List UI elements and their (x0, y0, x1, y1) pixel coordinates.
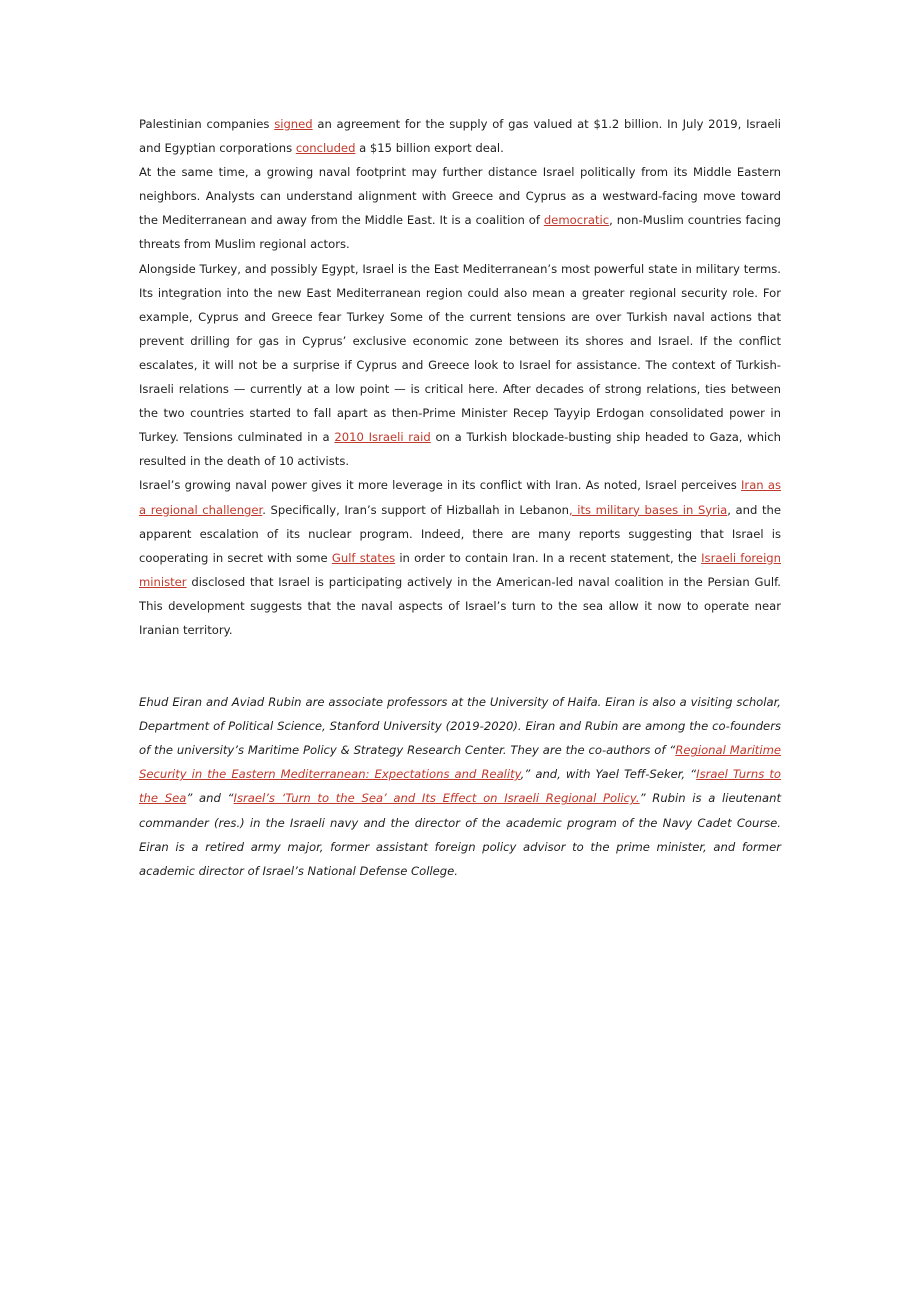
text-segment: in order to contain Iran. In a recent statement, the (395, 550, 702, 565)
text-segment: ” and “ (186, 791, 234, 806)
article-body (139, 112, 781, 883)
text-segment: Ehud Eiran and Aviad Rubin are associate professors at the University of Haifa. Eiran is also a visiting scholar, Department of Political Science, Stanford University (2019-2020). Eiran and Rubin are among the co-founders of the university’s Maritime Policy & Strategy Research Center. They are the co-authors of “ (139, 695, 781, 758)
text-segment: Israel’s growing naval power gives it more leverage in its conflict with Iran. As noted, Israel perceives (139, 478, 742, 493)
link-gulf-states[interactable]: Gulf states (331, 550, 396, 565)
link-2010-israeli-raid[interactable]: 2010 Israeli raid (334, 430, 431, 445)
author-bio (139, 690, 781, 883)
text-segment: Alongside Turkey, and possibly Egypt, Israel is the East Mediterranean’s most powerful state in military terms. Its integration into the new East Mediterranean region could also mean a greater regional security role. For example, Cyprus and Greece fear Turkey Some of the current tensions are over Turkish naval actions that prevent drilling for gas in Cyprus’ exclusive economic zone between its shores and Israel. If the conflict escalates, it will not be a surprise if Cyprus and Greece look to Israel for assistance. The context of Turkish-Israeli relations — currently at a low point — is critical here. After decades of strong relations, ties between the two countries started to fall apart as then-Prime Minister Recep Tayyip Erdogan consolidated power in Turkey. Tensions culminated in a (139, 261, 781, 445)
text-segment: , and the apparent escalation of its nuclear program. Indeed, there are many reports suggesting that Israel is cooperating in secret with some (139, 502, 781, 565)
paragraph-iran (139, 473, 781, 642)
section-divider-space (139, 642, 781, 690)
text-segment: . Specifically, Iran’s support of Hizballah in Lebanon (262, 502, 569, 517)
link-israeli-foreign-minister[interactable]: Israeli foreign minister (139, 550, 781, 589)
text-segment: disclosed that Israel is participating actively in the American-led naval coalition in the Persian Gulf. This development suggests that the naval aspects of Israel’s turn to the sea allow it now to operate near Iranian territory. (139, 574, 781, 637)
text-segment: Palestinian companies (139, 117, 275, 131)
link-iran-regional-challenger[interactable]: Iran as a regional challenger (139, 478, 782, 517)
link-turn-to-the-sea-effect[interactable]: Israel’s ‘Turn to the Sea’ and Its Effect on Israeli Regional Policy. (233, 791, 640, 806)
link-signed[interactable]: signed (274, 117, 313, 131)
text-segment: a $15 billion export deal. (355, 141, 504, 156)
text-segment: on a Turkish blockade-busting ship headed to Gaza, which resulted in the death of 10 activists. (139, 430, 781, 469)
link-military-bases-syria[interactable]: , its military bases in Syria (568, 502, 728, 517)
text-segment: , non-Muslim countries facing threats from Muslim regional actors. (139, 213, 782, 252)
paragraph-military-power (139, 257, 781, 474)
paragraph-naval-footprint (139, 160, 781, 256)
link-democratic[interactable]: democratic (543, 213, 610, 228)
text-segment: an agreement for the supply of gas valued at $1.2 billion. In July 2019, Israeli and Egyptian corporations (139, 117, 781, 156)
link-israel-turns-to-the-sea[interactable]: Israel Turns to the Sea (139, 767, 781, 806)
link-regional-maritime-security[interactable]: Regional Maritime Security in the Eastern Mediterranean: Expectations and Reality (139, 743, 782, 782)
text-segment: ,” and, with Yael Teff-Seker, “ (520, 767, 697, 782)
text-segment: ” Rubin is a lieutenant commander (res.) in the Israeli navy and the director of the academic program of the Navy Cadet Course. Eiran is a retired army major, former assistant foreign policy advisor to the prime minister, and former academic director of Israel’s National Defense College. (139, 791, 781, 878)
paragraph-gas-deals (139, 112, 781, 160)
link-concluded[interactable]: concluded (295, 141, 356, 156)
text-segment: At the same time, a growing naval footprint may further distance Israel politically from its Middle Eastern neighbors. Analysts can understand alignment with Greece and Cyprus as a westward-facing move toward the Mediterranean and away from the Middle East. It is a coalition of (139, 165, 781, 228)
